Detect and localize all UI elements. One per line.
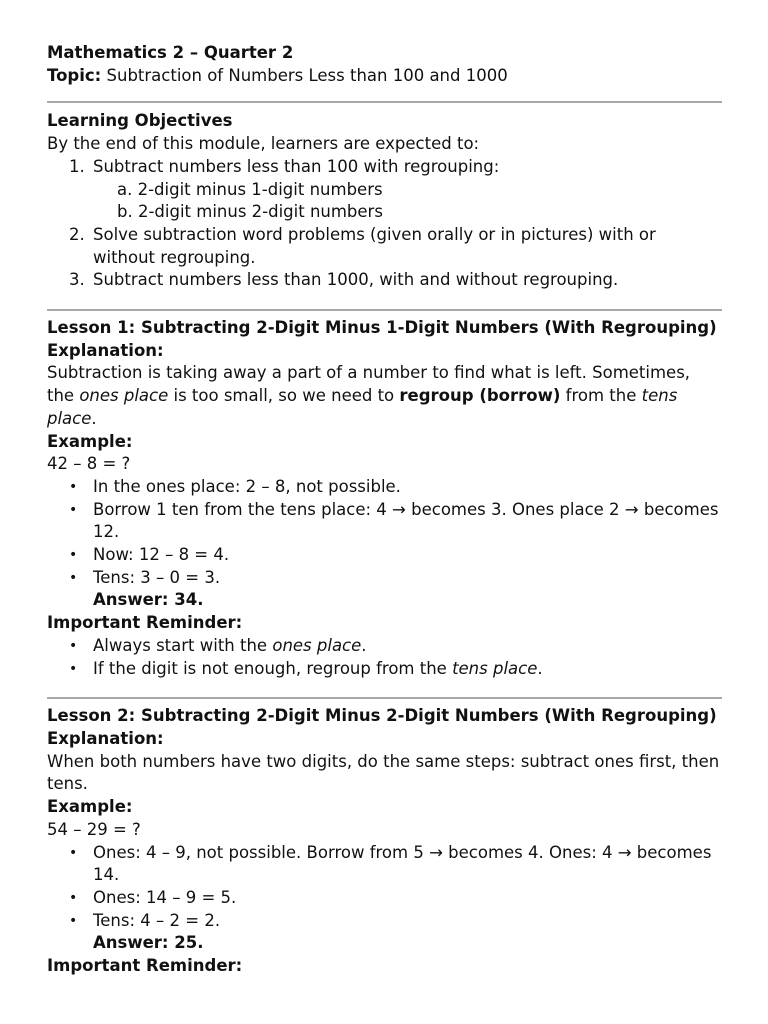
reminder-text: Always start with the <box>93 635 273 655</box>
objectives-heading: Learning Objectives <box>47 111 233 131</box>
bullet: • <box>69 660 78 677</box>
lesson2-explanation-label <box>47 728 722 751</box>
bullet: • <box>69 547 78 564</box>
reminder-text: . <box>361 635 367 655</box>
reminder-emphasis: tens place <box>452 658 538 678</box>
step-item <box>69 842 722 887</box>
step-text: Ones: 4 – 9, not possible. Borrow from 5 → becomes 4. Ones: 4 → becomes 14. <box>93 842 712 885</box>
lesson1-answer <box>47 589 722 612</box>
answer-period: . <box>197 933 204 953</box>
reminder-text: . <box>537 658 543 678</box>
expl-emphasis: tens place <box>47 386 678 428</box>
objectives-intro: By the end of this module, learners are expected to: <box>47 134 480 154</box>
answer-value: 34 <box>174 590 198 610</box>
divider-3 <box>47 697 722 699</box>
lesson1-problem: 42 – 8 = ? <box>47 454 131 474</box>
label-colon: : <box>157 340 164 360</box>
objective-item <box>69 156 722 224</box>
topic-colon: : <box>94 65 102 85</box>
step-item <box>69 544 722 567</box>
objective-text: Subtract numbers less than 1000, with and without regrouping. <box>93 270 619 290</box>
step-item <box>69 476 722 499</box>
bullet: • <box>69 912 78 929</box>
bullet: • <box>69 501 78 518</box>
lesson2-reminder-label <box>47 955 722 978</box>
objective-number: 2. <box>69 224 85 244</box>
explanation-label-text: Explanation <box>47 340 158 360</box>
objective-subitem: b. 2-digit minus 2-digit numbers <box>117 202 383 222</box>
answer-label: Answer: <box>93 590 175 610</box>
lesson1-steps <box>47 476 722 590</box>
bullet: • <box>69 569 78 586</box>
expl-text: Subtraction is taking away a part of a number to find what is left. Sometimes, the <box>47 363 691 406</box>
step-text: In the ones place: 2 – 8, not possible. <box>93 476 401 496</box>
topic-line <box>47 65 722 88</box>
answer-label: Answer: <box>93 933 175 953</box>
step-item <box>69 567 722 590</box>
label-colon: : <box>235 956 243 976</box>
step-text: Tens: 4 – 2 = 2. <box>93 910 221 930</box>
expl-text: is too small, so we need to <box>168 386 400 406</box>
step-text: Tens: 3 – 0 = 3. <box>93 567 221 587</box>
reminder-emphasis: ones place <box>272 635 362 655</box>
label-colon: : <box>125 797 133 817</box>
objective-item <box>69 224 722 269</box>
objective-text: Solve subtraction word problems (given orally or in pictures) with or without regrouping. <box>93 224 656 267</box>
bullet: • <box>69 889 78 906</box>
document-title: Mathematics 2 – Quarter 2 <box>47 43 294 62</box>
bullet: • <box>69 478 78 495</box>
answer-period: . <box>197 590 204 610</box>
objective-text: Subtract numbers less than 100 with regrouping: <box>93 156 500 176</box>
step-text: Now: 12 – 8 = 4. <box>93 545 230 565</box>
reminder-text: If the digit is not enough, regroup from the <box>93 658 453 678</box>
lesson2-explanation: When both numbers have two digits, do the same steps: subtract ones first, then tens. <box>47 751 720 794</box>
expl-strong: regroup (borrow) <box>399 386 561 406</box>
lesson2-title: Lesson 2: Subtracting 2-Digit Minus 2-Digit Numbers (With Regrouping) <box>47 706 717 726</box>
reminder-label-text: Important Reminder <box>47 956 236 976</box>
topic-label: Topic <box>47 65 95 85</box>
example-label-text: Example <box>47 431 126 451</box>
divider-2 <box>47 309 722 311</box>
lesson2-example-label <box>47 796 722 819</box>
expl-emphasis: ones place <box>79 386 169 406</box>
bullet: • <box>69 844 78 861</box>
lesson1-title: Lesson 1: Subtracting 2-Digit Minus 1-Digit Numbers (With Regrouping) <box>47 318 717 338</box>
lesson1-explanation <box>47 362 722 430</box>
explanation-label-text: Explanation <box>47 728 158 748</box>
objective-item <box>69 269 722 292</box>
reminder-item <box>69 635 722 658</box>
topic-text: Subtraction of Numbers Less than 100 and 1000 <box>106 65 508 85</box>
step-item <box>69 910 722 933</box>
example-label-text: Example <box>47 797 126 817</box>
step-item <box>69 499 722 544</box>
step-text: Ones: 14 – 9 = 5. <box>93 887 237 907</box>
step-text: Borrow 1 ten from the tens place: 4 → becomes 3. Ones place 2 → becomes 12. <box>93 499 719 542</box>
objective-number: 3. <box>69 270 85 290</box>
expl-text: from the <box>560 386 642 406</box>
lesson1-explanation-label <box>47 340 722 363</box>
objective-sublist <box>93 179 722 224</box>
answer-value: 25 <box>174 933 198 953</box>
lesson1-reminders <box>47 635 722 680</box>
objectives-list <box>47 156 722 292</box>
label-colon: : <box>157 728 164 748</box>
objective-subitem: a. 2-digit minus 1-digit numbers <box>117 179 383 199</box>
divider-1 <box>47 101 722 103</box>
lesson2-problem: 54 – 29 = ? <box>47 819 141 839</box>
objective-number: 1. <box>69 156 85 176</box>
bullet: • <box>69 637 78 654</box>
expl-text: . <box>91 408 97 428</box>
label-colon: : <box>125 431 133 451</box>
reminder-label-text: Important Reminder <box>47 613 236 633</box>
label-colon: : <box>235 613 243 633</box>
lesson1-reminder-label <box>47 612 722 635</box>
lesson1-example-label <box>47 431 722 454</box>
lesson2-steps <box>47 842 722 933</box>
reminder-item <box>69 658 722 681</box>
lesson2-answer <box>47 932 722 955</box>
step-item <box>69 887 722 910</box>
